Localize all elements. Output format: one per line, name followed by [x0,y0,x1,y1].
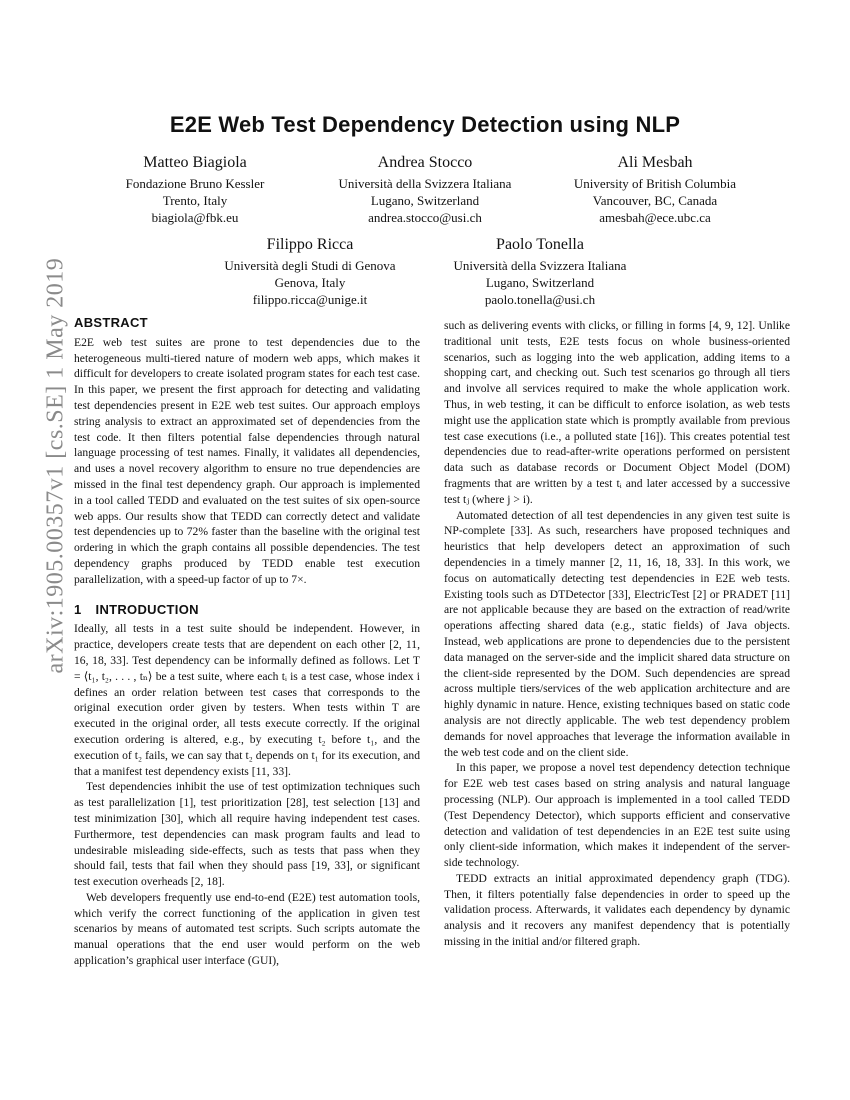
intro-paragraph-1: Ideally, all tests in a test suite should be independent. However, in practice, developers create tests that are dependent on each other [2, 11, 16, 18, 33]. Test dependency can be informally defined as follows. Let T = ⟨t₁, t₂, . . . , tₙ⟩ be a test suite, where each tᵢ is a test case, whose index i defines an order relation between test cases that corresponds to the original execution order given by testers. When tests within T are executed in the original order, all tests execute correctly. If the original execution ordering is altered, e.g., by executing t₂ before t₁, and the execution of t₂ fails, we can say that t₂ depends on t₁ for its execution, and that a manifest test dependency exists [11, 33]. [74,622,420,778]
author-email: amesbah@ece.ubc.ca [599,210,711,225]
intro-paragraph-7: TEDD extracts an initial approximated dependency graph (TDG). Then, it filters potentially false dependencies in order to speed up the validation process. Afterwards, it validates each dependency by dynamic analysis and it recovers any manifest dependency that is potentially missing in the initial and/or filtered graph. [444,871,790,949]
right-column [444,318,790,950]
author-affiliation: Fondazione Bruno Kessler [125,176,265,191]
author-location: Genova, Italy [274,275,346,290]
paper-title: E2E Web Test Dependency Detection using NLP [169,112,681,137]
author-email: filippo.ricca@unige.it [252,292,368,307]
intro-paragraph-3: Web developers frequently use end-to-end (E2E) test automation tools, which verify the correct functioning of the application in given test scenarios by means of automated test scripts. Such scripts automate the manual operations that the end user would perform on the web application’s graphical user interface (GUI), [74,890,420,968]
author-name: Filippo Ricca [266,236,354,253]
author-3 [545,152,765,226]
author-4 [205,234,415,308]
author-location: Trento, Italy [162,193,228,208]
abstract-heading: ABSTRACT [74,315,148,330]
abstract-text: E2E web test suites are prone to test dependencies due to the heterogeneous multi-tiered nature of modern web apps, which makes it difficult for developers to create isolated program states for each test case. In this paper, we present the first approach for detecting and validating test dependencies present in E2E web test suites. Our approach employs string analysis to extract an approximated set of dependencies from the test code. It then filters potential false dependencies through natural language processing of test names. Finally, it validates all dependencies, and uses a novel recovery algorithm to ensure no true dependencies are missed in the final test dependency graph. Our approach is implemented in a tool called TEDD and evaluated on the test suites of six open-source web apps. Our results show that TEDD can correctly detect and validate test dependencies up to 72% faster than the baseline with the original test ordering in which the graph contains all possible dependencies. The test dependency graphs produced by TEDD enable test execution parallelization, with a speed-up factor of up to 7×. [74,335,420,586]
intro-paragraph-5: Automated detection of all test dependencies in any given test suite is NP-complete [33]. As such, researchers have proposed techniques and heuristics that help developers detect an approximation of such dependencies in a timely manner [2, 11, 16, 18, 33]. In this work, we focus on automatically detecting test dependencies in E2E web tests. Existing tools such as DTDetector [33], ElectricTest [2] or PRADET [11] are not applicable because they are based on the extraction of read/write operations affecting shared data (e.g., static fields) of Java objects. Instead, web applications are prone to dependencies due to the persistent data managed on the server-side and the implicit shared data structure on the client-side represented by the DOM. Such dependencies are spread across multiple tiers/services of the web application architecture and are highly dynamic in nature. Hence, existing techniques based on static code analysis are not directly applicable. The web test dependency problem demands for novel approaches that leverage the information available in the web test code and on the client side. [444,508,790,759]
author-5 [430,234,650,308]
author-name: Paolo Tonella [496,236,584,253]
section-title: INTRODUCTION [95,601,199,617]
author-name: Ali Mesbah [617,154,693,171]
author-email: andrea.stocco@usi.ch [368,210,482,225]
author-affiliation: Università della Svizzera Italiana [338,176,512,191]
author-1 [95,152,295,226]
author-email: biagiola@fbk.eu [151,210,239,225]
introduction-heading [74,602,420,618]
section-number: 1 [74,601,82,617]
intro-paragraph-6: In this paper, we propose a novel test dependency detection technique for E2E web test cases based on string analysis and natural language processing (NLP). Our approach is implemented in a tool called TEDD (Test Dependency Detector), which supports efficient and conservative detection and validation of test dependencies in an E2E test suite using only client-side information, which makes it independent of the server-side technology. [444,761,790,870]
author-location: Vancouver, BC, Canada [592,193,718,208]
author-name: Matteo Biagiola [143,154,247,171]
author-name: Andrea Stocco [377,154,473,171]
author-email: paolo.tonella@usi.ch [484,292,596,307]
author-location: Lugano, Switzerland [370,193,480,208]
intro-paragraph-2: Test dependencies inhibit the use of test optimization techniques such as test parallelization [1], test prioritization [28], test selection [13] and test minimization [30], which all require having independent test cases. Furthermore, test dependencies can mask program faults and lead to undesirable misleading side-effects, such as tests that pass when they should fail, tests that fail when they should pass [19, 33], or significant test execution overheads [2, 18]. [74,780,420,889]
author-2 [315,152,535,226]
author-location: Lugano, Switzerland [485,275,595,290]
intro-paragraph-4: such as delivering events with clicks, or filling in forms [4, 9, 12]. Unlike traditional unit tests, E2E tests focus on whole business-oriented scenarios, such as logging into the web application, adding items to a shopping cart, and checking out. Such test scenarios go through all tiers and involve all services required to make the whole application work. Thus, in web testing, it can be difficult to enforce isolation, as web tests might use the application state which is promptly available from previous test case executions (i.e., a polluted state [16]). This creates potential test dependencies due to read-after-write operations performed on persistent data such as database records or Document Object Model (DOM) fragments that are written by a test tᵢ and later accessed by a successive test tⱼ (where j > i). [444,319,790,506]
author-affiliation: Università della Svizzera Italiana [453,258,627,273]
left-column [74,315,420,969]
author-affiliation: Università degli Studi di Genova [224,258,396,273]
author-affiliation: University of British Columbia [573,176,737,191]
arxiv-identifier: arXiv:1905.00357v1 [cs.SE] 1 May 2019 [42,257,69,674]
